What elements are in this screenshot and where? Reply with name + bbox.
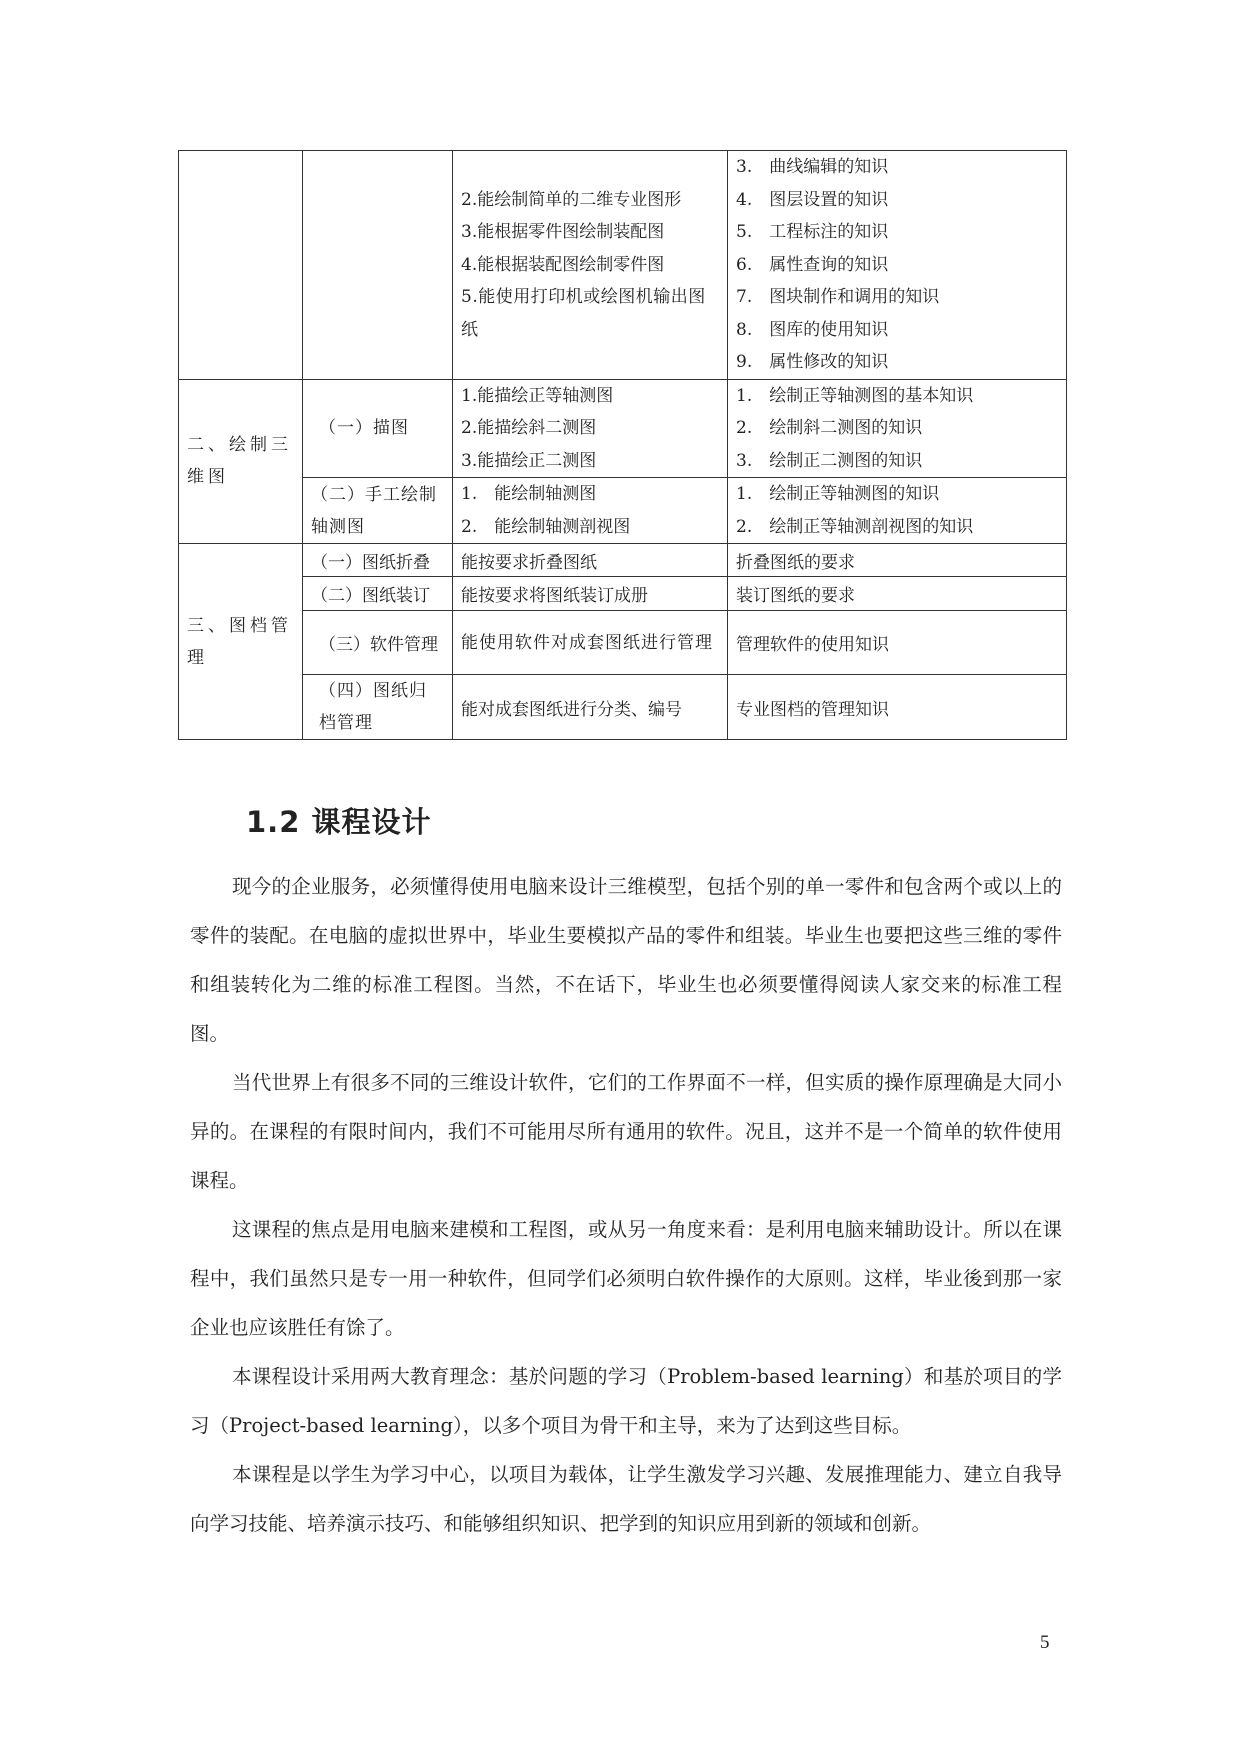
knowledge-item: 4. 图层设置的知识: [736, 189, 889, 210]
table-cell-empty: [303, 151, 453, 380]
paragraph: 本课程是以学生为学习中心，以项目为载体，让学生激发学习兴趣、发展推理能力、建立自我导向学习技能、培养演示技巧、和能够组织知识、把学到的知识应用到新的领域和创新。: [190, 1463, 1062, 1535]
knowledge-cell: 专业图档的管理知识: [728, 675, 1067, 740]
knowledge-item: 2. 绘制正等轴测剖视图的知识: [736, 516, 974, 537]
knowledge-item: 2. 绘制斜二测图的知识: [736, 418, 923, 438]
skill-cell: 能对成套图纸进行分类、编号: [453, 675, 728, 740]
skill-list-cell: [453, 379, 728, 478]
knowledge-item: 3. 曲线编辑的知识: [736, 157, 889, 177]
subsection-cell: （二）手工绘制轴测图: [303, 478, 453, 544]
table-row: [179, 478, 1067, 544]
knowledge-list-cell: [728, 151, 1067, 380]
skill-item: 3.能描绘正二测图: [461, 450, 597, 471]
section-heading: 1.2 课程设计: [246, 805, 432, 839]
knowledge-list-cell: [728, 478, 1067, 544]
section-title-cell: 二、绘制三维图: [179, 379, 303, 544]
table-cell-empty: [179, 151, 303, 380]
table-row: [179, 151, 1067, 380]
skill-list-cell: [453, 151, 728, 380]
skill-cell: 能按要求将图纸装订成册: [453, 577, 728, 611]
table-row: [179, 611, 1067, 675]
knowledge-item: 8. 图库的使用知识: [736, 319, 889, 340]
skill-item: 5.能使用打印机或绘图机输出图纸: [461, 287, 706, 340]
table-row: [179, 577, 1067, 611]
curriculum-table: [178, 150, 1067, 740]
knowledge-item: 9. 属性修改的知识: [736, 352, 889, 372]
knowledge-cell: 装订图纸的要求: [728, 577, 1067, 611]
skill-cell: 能按要求折叠图纸: [453, 544, 728, 577]
knowledge-list-cell: [728, 379, 1067, 478]
skill-item: 2. 能绘制轴测剖视图: [461, 516, 631, 537]
table-row: [179, 379, 1067, 478]
subsection-cell: （一）描图: [303, 379, 453, 478]
paragraph: 本课程设计采用两大教育理念：基於问题的学习（Problem-based learning）和基於项目的学习（Project-based learning），以多个项目为骨干和主导，来为了达到这些目标。: [190, 1365, 1062, 1437]
skill-item: 2.能绘制简单的二维专业图形: [461, 189, 682, 210]
skill-item: 3.能根据零件图绘制装配图: [461, 222, 665, 242]
skill-item: 1. 能绘制轴测图: [461, 484, 597, 504]
skill-item: 4.能根据装配图绘制零件图: [461, 254, 665, 275]
knowledge-item: 3. 绘制正二测图的知识: [736, 450, 923, 471]
knowledge-cell: 折叠图纸的要求: [728, 544, 1067, 577]
paragraph: 当代世界上有很多不同的三维设计软件，它们的工作界面不一样，但实质的操作原理确是大同小异的。在课程的有限时间内，我们不可能用尽所有通用的软件。况且，这并不是一个简单的软件使用课程。: [190, 1071, 1062, 1192]
knowledge-item: 1. 绘制正等轴测图的基本知识: [736, 385, 974, 406]
knowledge-item: 1. 绘制正等轴测图的知识: [736, 484, 940, 504]
section-title-cell: 三、图档管理: [179, 544, 303, 740]
paragraph: 这课程的焦点是用电脑来建模和工程图，或从另一角度来看：是利用电脑来辅助设计。所以在课程中，我们虽然只是专一用一种软件，但同学们必须明白软件操作的大原则。这样，毕业後到那一家企业也应该胜任有馀了。: [190, 1218, 1062, 1339]
skill-item: 1.能描绘正等轴测图: [461, 385, 614, 406]
table-row: [179, 544, 1067, 577]
skill-list-cell: [453, 478, 728, 544]
skill-item: 2.能描绘斜二测图: [461, 418, 597, 438]
subsection-cell: （二）图纸装订: [303, 577, 453, 611]
knowledge-cell: 管理软件的使用知识: [728, 611, 1067, 675]
table-row: [179, 675, 1067, 740]
knowledge-item: 7. 图块制作和调用的知识: [736, 287, 940, 307]
paragraph: 现今的企业服务，必须懂得使用电脑来设计三维模型，包括个别的单一零件和包含两个或以上的零件的装配。在电脑的虚拟世界中，毕业生要模拟产品的零件和组装。毕业生也要把这些三维的零件和组装转化为二维的标准工程图。当然，不在话下，毕业生也必须要懂得阅读人家交来的标准工程图。: [190, 875, 1062, 1045]
knowledge-item: 5. 工程标注的知识: [736, 222, 889, 242]
subsection-cell: （三）软件管理: [303, 611, 453, 675]
body-text: [190, 862, 1062, 1548]
subsection-cell: （四）图纸归档管理: [303, 675, 453, 740]
page-number: 5: [1040, 1632, 1050, 1653]
skill-cell: 能使用软件对成套图纸进行管理: [453, 611, 728, 675]
knowledge-item: 6. 属性查询的知识: [736, 254, 889, 275]
subsection-cell: （一）图纸折叠: [303, 544, 453, 577]
